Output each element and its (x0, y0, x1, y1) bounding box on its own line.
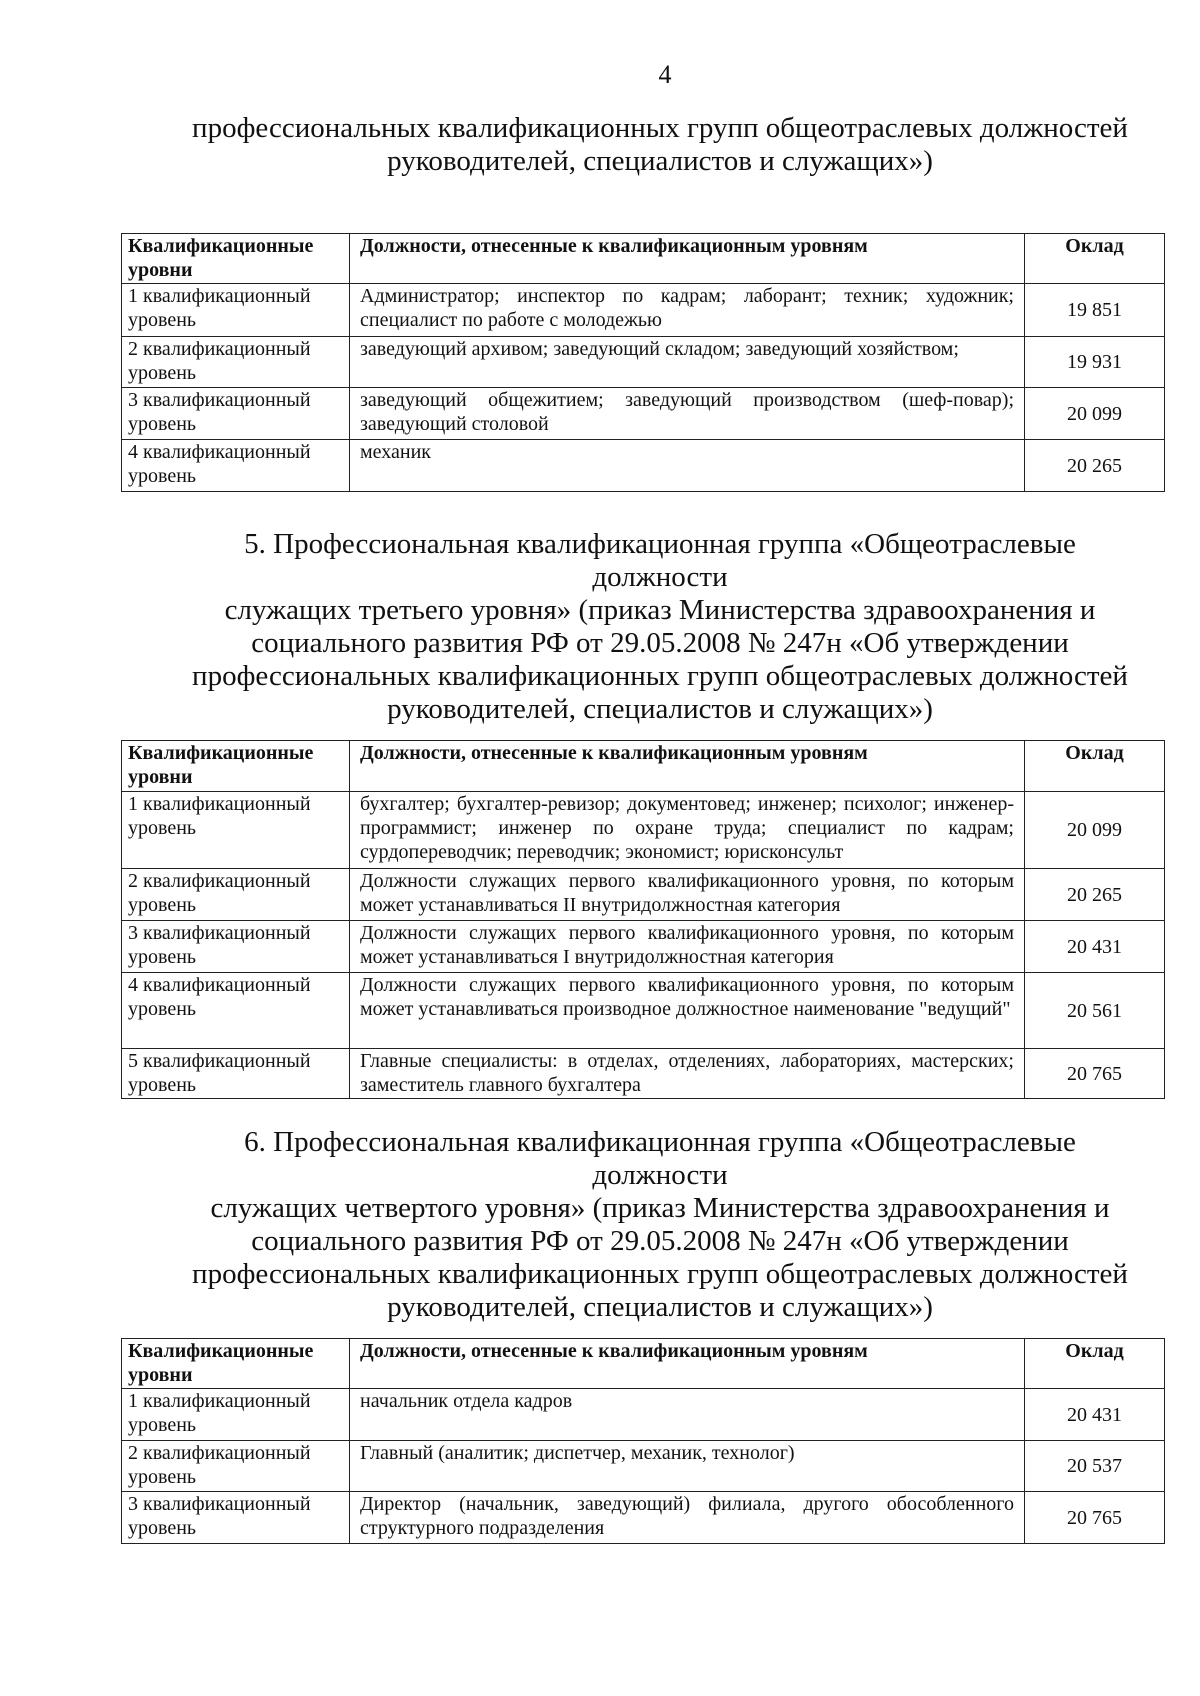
header-salary: Оклад (1025, 1339, 1165, 1389)
header-salary: Оклад (1025, 234, 1165, 284)
table-row (122, 973, 1165, 1049)
level-cell: 2 квалификационный уровень (122, 1441, 350, 1492)
qualification-table-group5 (121, 740, 1165, 1099)
table-row (122, 792, 1165, 869)
heading-line: руководителей, специалистов и служащих») (387, 1291, 933, 1323)
table-header-row (122, 741, 1165, 792)
salary-cell: 19 931 (1025, 337, 1165, 388)
header-salary: Оклад (1025, 741, 1165, 792)
level-cell: 2 квалификационный уровень (122, 869, 350, 921)
section6-heading (190, 1126, 1130, 1324)
salary-cell: 20 537 (1025, 1441, 1165, 1492)
table-row (122, 440, 1165, 492)
salary-cell: 20 765 (1025, 1049, 1165, 1099)
positions-cell: Должности служащих первого квалификационного уровня, по которым может устанавливаться II внутридолжностная категория (350, 869, 1025, 921)
heading-line: социального развития РФ от 29.05.2008 № 247н «Об утверждении (251, 1225, 1069, 1257)
positions-cell: начальник отдела кадров (350, 1389, 1025, 1441)
salary-cell: 20 561 (1025, 973, 1165, 1049)
salary-cell: 20 265 (1025, 440, 1165, 492)
table-row (122, 1049, 1165, 1099)
table-row (122, 337, 1165, 388)
header-positions: Должности, отнесенные к квалификационным уровням (350, 234, 1025, 284)
heading-line: 5. Профессиональная квалификационная группа «Общеотраслевые должности (244, 528, 1076, 593)
heading-line: профессиональных квалификационных групп общеотраслевых должностей (192, 660, 1128, 692)
positions-cell: Должности служащих первого квалификационного уровня, по которым может устанавливаться производное должностное наименование "ведущий" (350, 973, 1025, 1049)
level-cell: 4 квалификационный уровень (122, 440, 350, 492)
level-cell: 5 квалификационный уровень (122, 1049, 350, 1099)
qualification-table-group6 (121, 1338, 1165, 1544)
heading-line: руководителей, специалистов и служащих») (387, 145, 933, 177)
table-row (122, 869, 1165, 921)
header-level: Квалификационные уровни (122, 741, 350, 792)
level-cell: 2 квалификационный уровень (122, 337, 350, 388)
section5-heading (190, 528, 1130, 726)
salary-cell: 20 099 (1025, 792, 1165, 869)
positions-cell: механик (350, 440, 1025, 492)
page-number: 4 (658, 60, 672, 89)
salary-cell: 19 851 (1025, 284, 1165, 337)
positions-cell: Должности служащих первого квалификационного уровня, по которым может устанавливаться I внутридолжностная категория (350, 921, 1025, 973)
level-cell: 3 квалификационный уровень (122, 1492, 350, 1544)
salary-cell: 20 431 (1025, 1389, 1165, 1441)
heading-line: профессиональных квалификационных групп общеотраслевых должностей (192, 112, 1128, 144)
positions-cell: Главные специалисты: в отделах, отделениях, лабораториях, мастерских; заместитель главного бухгалтера (350, 1049, 1025, 1099)
level-cell: 3 квалификационный уровень (122, 388, 350, 440)
table-row (122, 1389, 1165, 1441)
heading-line: профессиональных квалификационных групп общеотраслевых должностей (192, 1258, 1128, 1290)
heading-line: служащих третьего уровня» (приказ Министерства здравоохранения и (224, 594, 1096, 626)
header-level: Квалификационные уровни (122, 1339, 350, 1389)
heading-line: служащих четвертого уровня» (приказ Министерства здравоохранения и (210, 1192, 1110, 1224)
heading-line: 6. Профессиональная квалификационная группа «Общеотраслевые должности (244, 1126, 1076, 1191)
level-cell: 1 квалификационный уровень (122, 1389, 350, 1441)
table-header-row (122, 234, 1165, 284)
salary-cell: 20 765 (1025, 1492, 1165, 1544)
header-positions: Должности, отнесенные к квалификационным уровням (350, 1339, 1025, 1389)
table-row (122, 388, 1165, 440)
positions-cell: заведующий архивом; заведующий складом; заведующий хозяйством; (350, 337, 1025, 388)
table-row (122, 284, 1165, 337)
qualification-table-group4 (121, 233, 1165, 492)
salary-cell: 20 265 (1025, 869, 1165, 921)
intro-heading-continuation (190, 112, 1130, 178)
salary-cell: 20 431 (1025, 921, 1165, 973)
positions-cell: Администратор; инспектор по кадрам; лаборант; техник; художник; специалист по работе с молодежью (350, 284, 1025, 337)
level-cell: 3 квалификационный уровень (122, 921, 350, 973)
heading-line: социального развития РФ от 29.05.2008 № 247н «Об утверждении (251, 627, 1069, 659)
table-row (122, 1441, 1165, 1492)
table-row (122, 921, 1165, 973)
positions-cell: Директор (начальник, заведующий) филиала, другого обособленного структурного подразделения (350, 1492, 1025, 1544)
positions-cell: бухгалтер; бухгалтер-ревизор; документовед; инженер; психолог; инженер-программист; инженер по охране труда; специалист по кадрам; сурдопереводчик; переводчик; экономист; юрисконсульт (350, 792, 1025, 869)
salary-cell: 20 099 (1025, 388, 1165, 440)
heading-line: руководителей, специалистов и служащих») (387, 693, 933, 725)
positions-cell: Главный (аналитик; диспетчер, механик, технолог) (350, 1441, 1025, 1492)
positions-cell: заведующий общежитием; заведующий производством (шеф-повар); заведующий столовой (350, 388, 1025, 440)
header-level: Квалификационные уровни (122, 234, 350, 284)
table-row (122, 1492, 1165, 1544)
header-positions: Должности, отнесенные к квалификационным уровням (350, 741, 1025, 792)
level-cell: 1 квалификационный уровень (122, 792, 350, 869)
level-cell: 1 квалификационный уровень (122, 284, 350, 337)
level-cell: 4 квалификационный уровень (122, 973, 350, 1049)
table-header-row (122, 1339, 1165, 1389)
